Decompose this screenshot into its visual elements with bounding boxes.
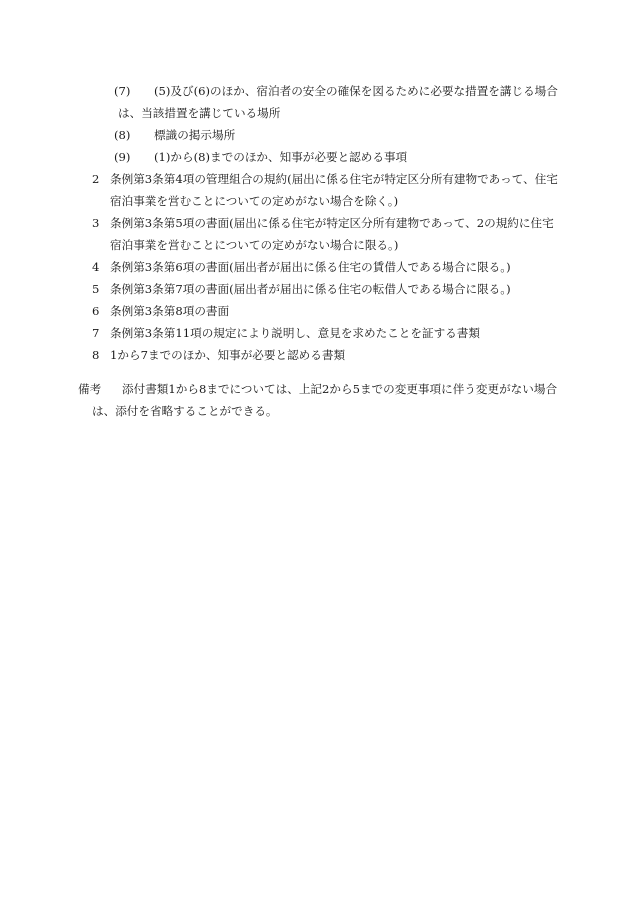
- list-item-text: 条例第3条第4項の管理組合の規約(届出に係る住宅が特定区分所有建物であって、住宅宿泊事業を営むことについての定めがない場合を除く。): [110, 172, 558, 208]
- list-item-6: [92, 300, 558, 322]
- remark-text: 添付書類1から8までについては、上記2から5までの変更事項に伴う変更がない場合は、添付を省略することができる。: [92, 382, 558, 418]
- list-item-number: 5: [92, 282, 100, 296]
- list-item-text: 条例第3条第6項の書面(届出者が届出に係る住宅の賃借人である場合に限る。): [110, 260, 511, 274]
- section-spacer: [78, 366, 558, 378]
- list-item-text: 条例第3条第11項の規定により説明し、意見を求めたことを証する書類: [110, 326, 480, 340]
- sub-item-text: (5)及び(6)のほか、宿泊者の安全の確保を図るために必要な措置を講じる場合は、当該措置を講じている場所: [118, 84, 558, 120]
- list-item-number: 7: [92, 326, 100, 340]
- list-item-2: [92, 168, 558, 212]
- list-item-7: [92, 322, 558, 344]
- sub-item-marker: (7): [114, 84, 131, 98]
- sub-item-text: 標識の掲示場所: [154, 128, 236, 142]
- sub-item-marker: (9): [114, 150, 131, 164]
- list-item-text: 条例第3条第7項の書面(届出者が届出に係る住宅の転借人である場合に限る。): [110, 282, 511, 296]
- document-body: [78, 80, 558, 422]
- list-item-number: 2: [92, 172, 100, 186]
- list-item-3: [92, 212, 558, 256]
- list-item-number: 3: [92, 216, 100, 230]
- sub-item-9: [78, 146, 558, 168]
- sub-item-text: (1)から(8)までのほか、知事が必要と認める事項: [154, 150, 408, 164]
- list-item-4: [92, 256, 558, 278]
- list-item-text: 1から7までのほか、知事が必要と認める書類: [110, 348, 346, 362]
- list-item-number: 6: [92, 304, 100, 318]
- remark-note: [78, 378, 558, 422]
- sub-item-7: [78, 80, 558, 124]
- list-item-number: 4: [92, 260, 100, 274]
- list-item-text: 条例第3条第8項の書面: [110, 304, 230, 318]
- sub-item-marker: (8): [114, 128, 131, 142]
- list-item-5: [92, 278, 558, 300]
- list-item-number: 8: [92, 348, 100, 362]
- list-item-text: 条例第3条第5項の書面(届出に係る住宅が特定区分所有建物であって、2の規約に住宅宿泊事業を営むことについての定めがない場合に限る。): [110, 216, 554, 252]
- remark-label: 備考: [78, 382, 102, 396]
- list-item-8: [92, 344, 558, 366]
- sub-item-8: [78, 124, 558, 146]
